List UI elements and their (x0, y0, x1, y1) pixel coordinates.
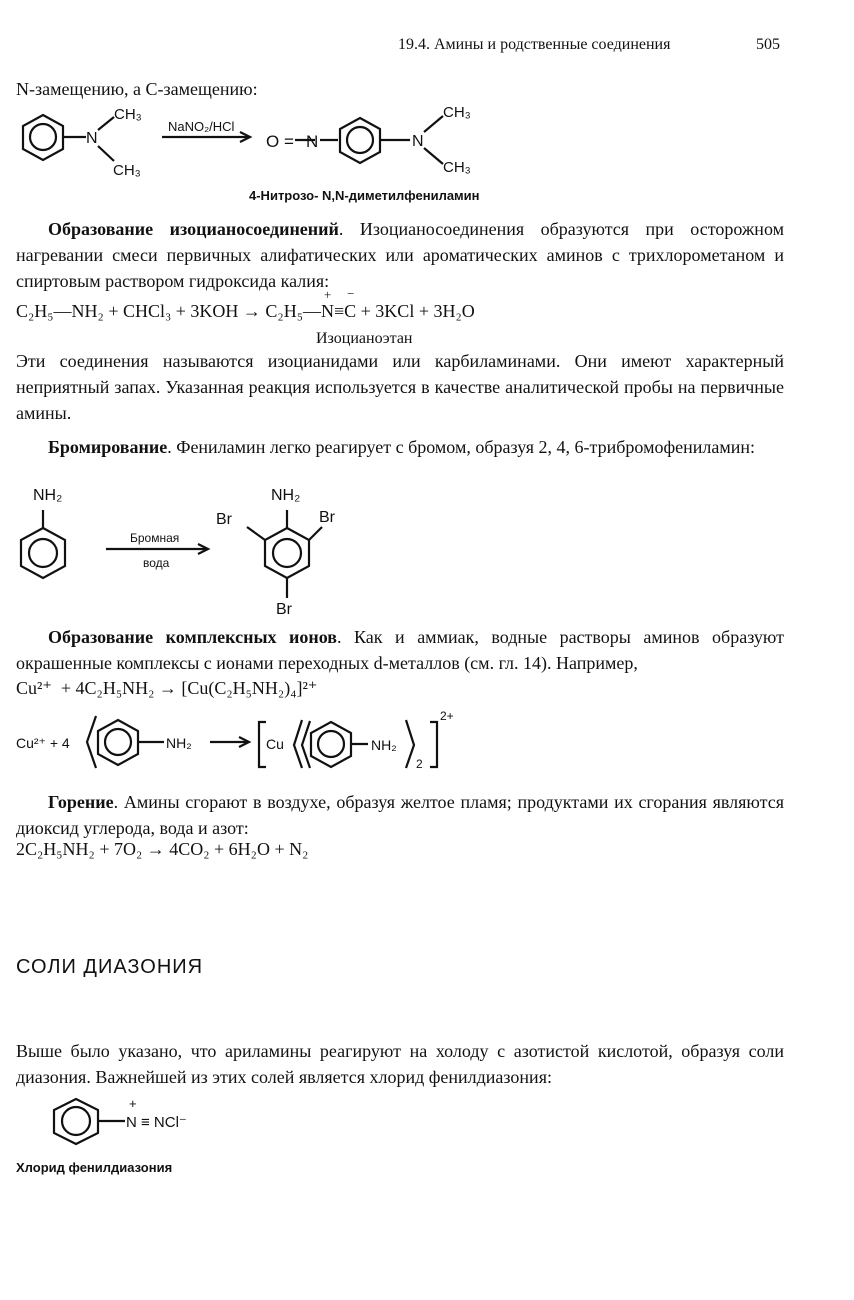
aniline-ring (21, 528, 65, 578)
n-atom-3: N (412, 133, 424, 150)
eq-left: C₂H₅—NH₂ + CHCl₃ + 3KOH → C₂H₅— (16, 301, 321, 321)
bromination-text: . Фениламин легко реагирует с бромом, образуя 2, 4, 6-трибромофениламин: (167, 437, 756, 457)
isocyanide-paragraph (16, 216, 784, 294)
bromination-scheme (0, 480, 854, 620)
o-n-label: O = (266, 132, 294, 151)
section-heading: СОЛИ ДИАЗОНИЯ (16, 956, 204, 978)
complex-equation: Cu²⁺ + 4C₂H₅NH₂ → [Cu(C₂H₅NH₂)₄]²⁺ (16, 678, 318, 698)
aniline-aromatic-circle (29, 539, 57, 567)
bromine-water-label-top: Бромная (130, 531, 180, 545)
ch3-label-3: CH₃ (443, 104, 471, 121)
isocyanide-text: . Изоцианосоединения образуются при осторожном нагревании смеси первичных алифатических или ароматических аминов с трихлорометаном и спиртовым раствором гидроксида калия: (16, 219, 784, 291)
isocyanide-equation (16, 286, 475, 322)
n-atom-2: N (306, 132, 319, 151)
cu-label: Cu (266, 736, 284, 752)
tribromoaniline-ring (265, 528, 309, 578)
complex-title: Образование комплексных ионов (48, 627, 338, 647)
br-label-left: Br (216, 511, 232, 528)
nh2-label-3: NH₂ (166, 735, 192, 751)
combustion-text: . Амины сгорают в воздухе, образуя желтое пламя; продуктами их сгорания являются диоксид углерода, вода и азот: (16, 792, 784, 838)
ch3-label-1: CH₃ (114, 106, 142, 123)
nh2-label-4: NH₂ (371, 737, 397, 753)
bromine-water-label-bottom: вода (143, 556, 170, 570)
nitroso-caption: 4-Нитрозо- N,N-диметилфениламин (249, 188, 480, 203)
nh2-label-2: NH₂ (271, 487, 301, 504)
ligand-count: 2 (416, 757, 423, 771)
combustion-equation: 2C₂H₅NH₂ + 7O₂ → 4CO₂ + 6H₂O + N₂ (16, 839, 309, 859)
br-label-right: Br (319, 509, 335, 526)
aromatic-circle-2 (347, 127, 373, 153)
br-label-bottom: Br (276, 601, 292, 618)
ch3-label-2: CH₃ (113, 162, 141, 179)
nh2-label-1: NH₂ (33, 487, 63, 504)
page-number: 505 (756, 36, 780, 53)
combustion-title: Горение (48, 792, 114, 812)
complex-paragraph (16, 624, 784, 676)
diazonium-paragraph: Выше было указано, что ариламины реагируют на холоду с азотистой кислотой, образуя соли диазония. Важнейшей из этих солей является хлорид фенилдиазония: (16, 1041, 784, 1087)
complex-scheme (0, 700, 854, 780)
bromination-paragraph (16, 434, 784, 460)
isocyanide-after-paragraph: Эти соединения называются изоцианидами или карбиламинами. Они имеют характерный неприятный запах. Указанная реакция используется в качестве аналитической пробы на первичные амины. (16, 351, 784, 423)
diazonium-structure (0, 1090, 260, 1160)
combustion-paragraph (16, 789, 784, 841)
n-atom-1: N (86, 130, 98, 147)
ch3-label-4: CH₃ (443, 159, 471, 176)
eq-c-minus: − C (344, 286, 357, 321)
isocyanoethane-caption: Изоцианоэтан (316, 330, 413, 347)
intro-line: N-замещению, а С-замещению: (16, 79, 258, 99)
cu-ion-label: Cu²⁺ + 4 (16, 735, 70, 751)
diazonium-plus: + (129, 1096, 137, 1111)
isocyanide-title: Образование изоцианосоединений (48, 219, 339, 239)
aromatic-circle-1 (30, 124, 56, 150)
running-header: 19.4. Амины и родственные соединения (398, 36, 671, 53)
eq-n-plus: + N (320, 287, 334, 321)
complex-text: . Как и аммиак, водные растворы аминов образуют окрашенные комплексы с ионами переходных d-металлов (см. гл. 14). Например, (16, 627, 784, 673)
eq-triple-bond: ≡ (333, 301, 345, 321)
tribromoaniline-aromatic-circle (273, 539, 301, 567)
diazonium-formula: N ≡ NCl⁻ (126, 1114, 187, 1131)
eq-right: + 3KCl + 3H₂O (356, 301, 475, 321)
reagent-label: NaNO₂/HCl (168, 119, 235, 134)
bromination-title: Бромирование (48, 437, 168, 457)
complex-charge: 2+ (440, 709, 454, 723)
diazonium-caption: Хлорид фенилдиазония (16, 1160, 173, 1175)
